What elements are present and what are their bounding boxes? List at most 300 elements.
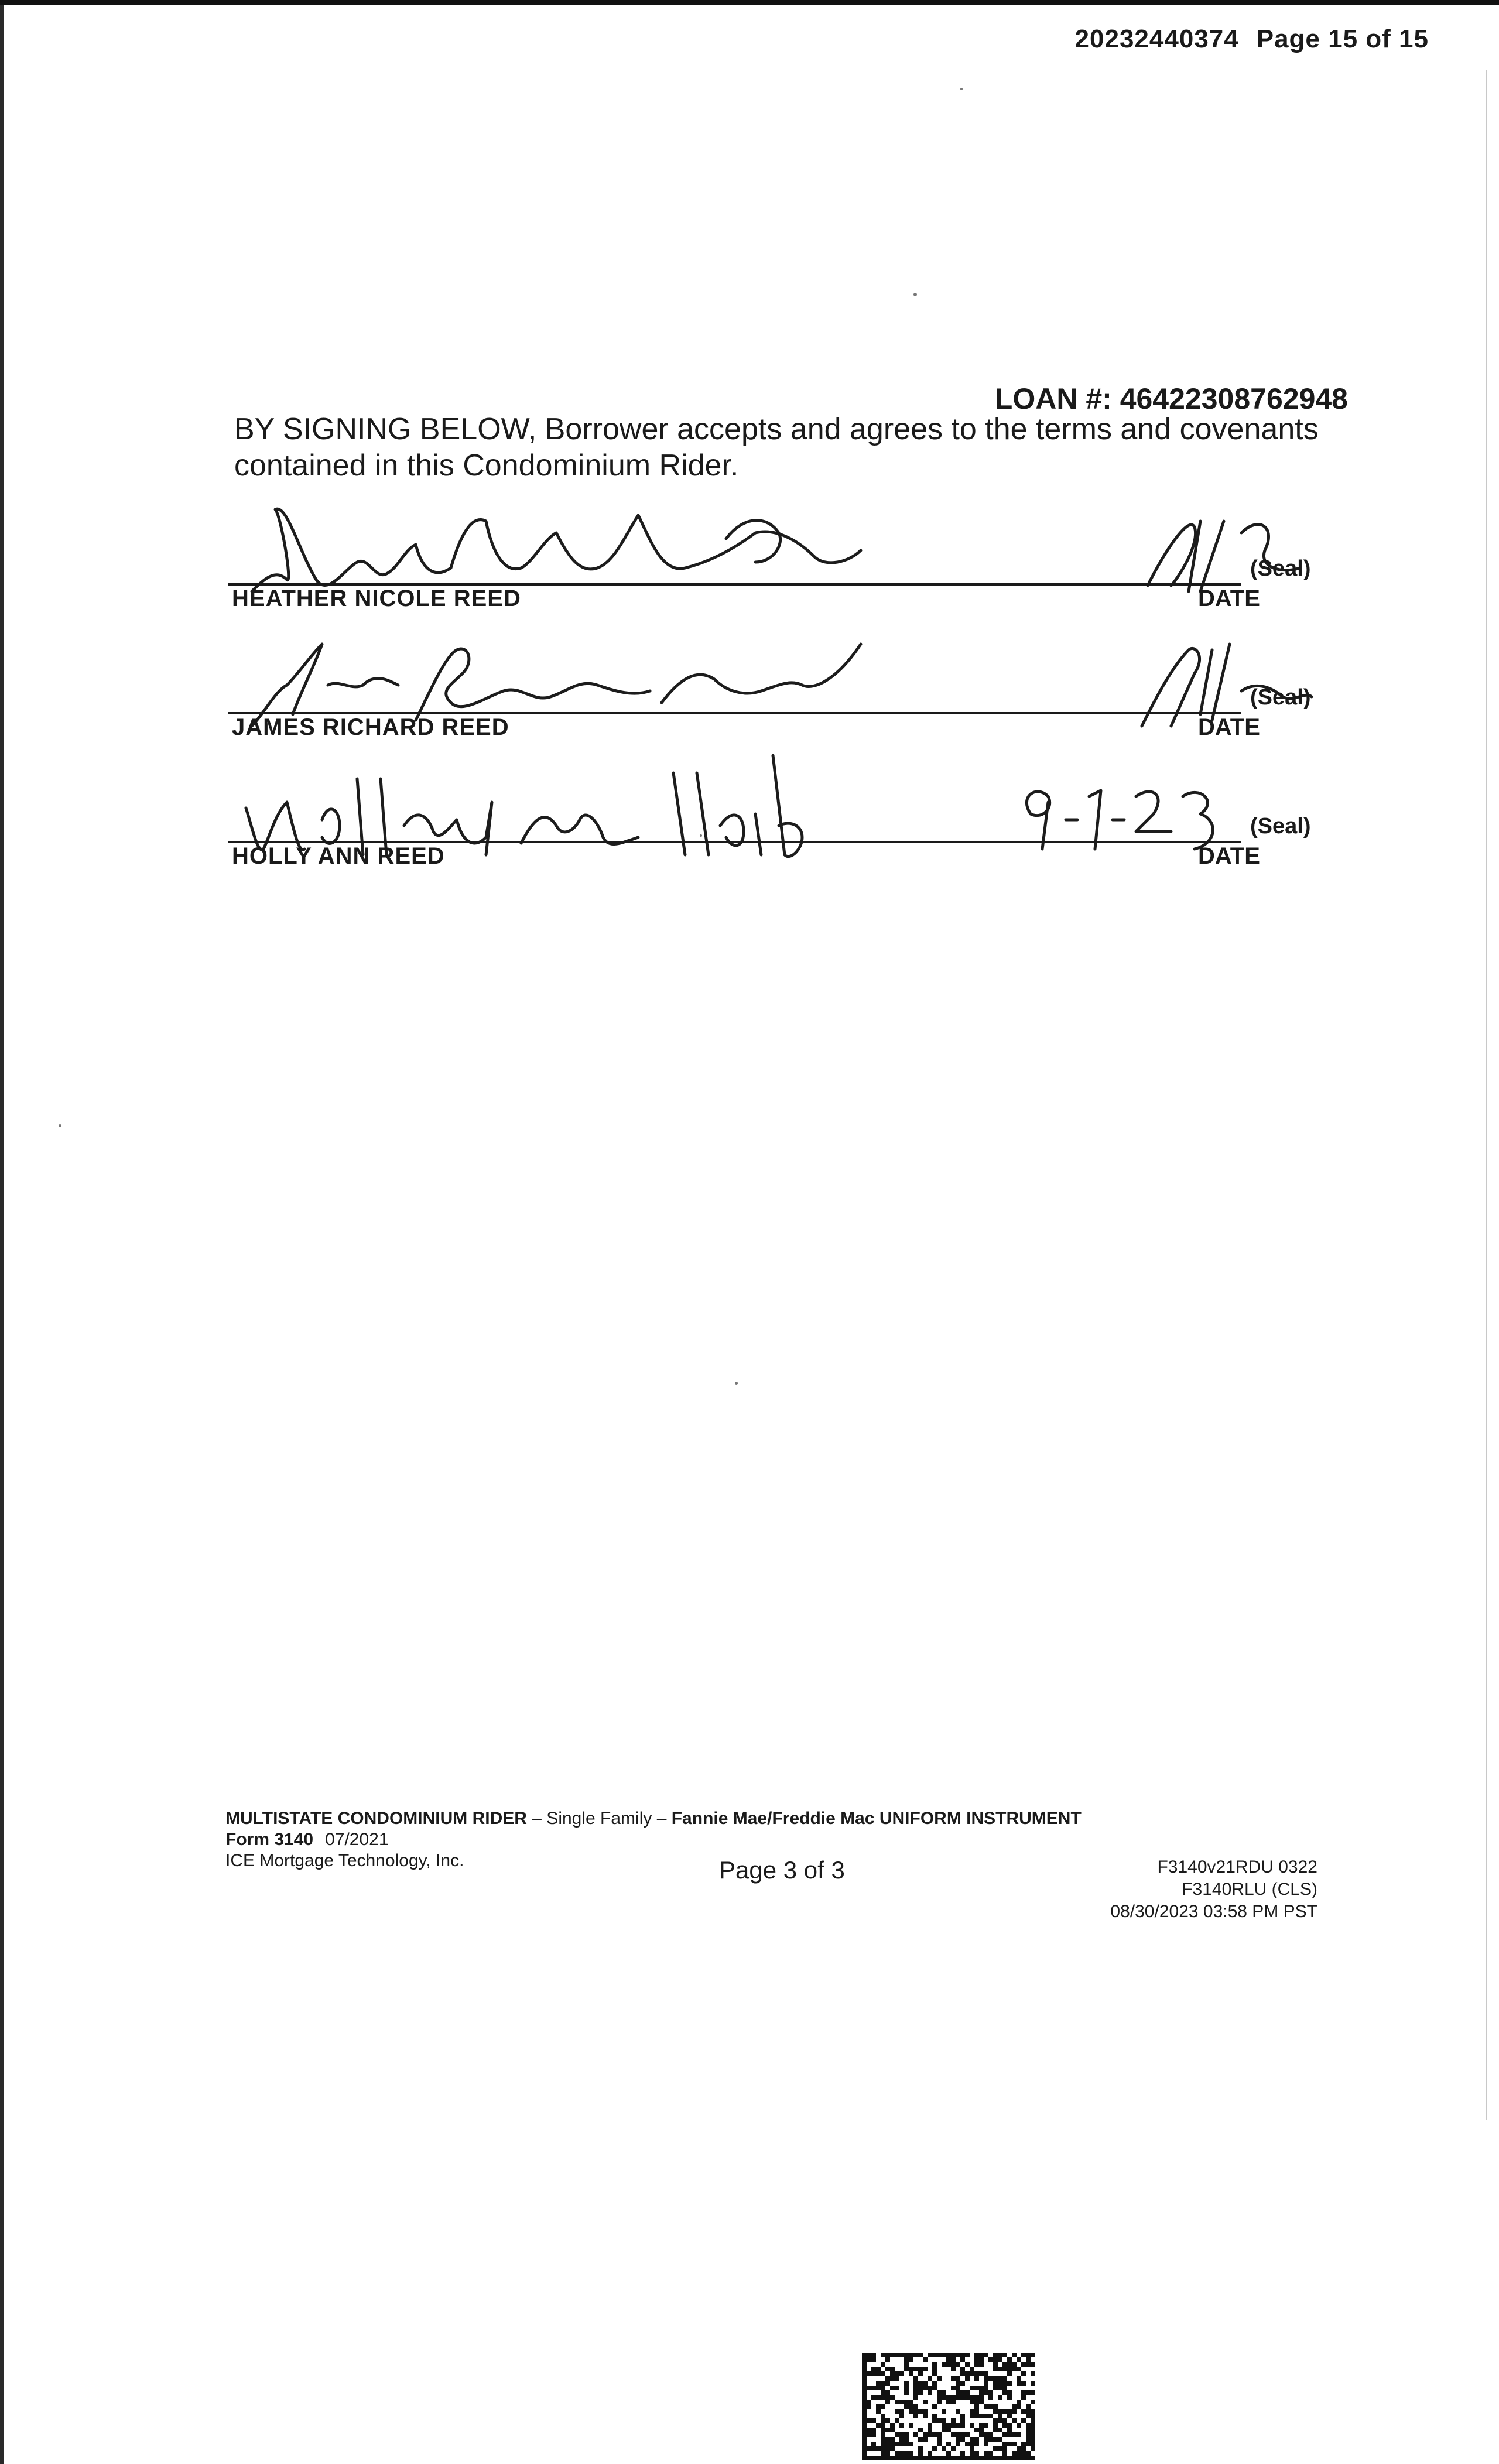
barcode-module — [1026, 2353, 1031, 2357]
barcode-module — [1021, 2371, 1026, 2376]
barcode-module — [1012, 2442, 1017, 2446]
barcode-module — [862, 2428, 867, 2432]
barcode-module — [1002, 2409, 1007, 2414]
barcode-module — [899, 2400, 904, 2404]
barcode-module — [979, 2428, 984, 2432]
barcode-module — [881, 2446, 885, 2451]
barcode-module — [974, 2437, 979, 2442]
barcode-module — [988, 2390, 993, 2395]
barcode-module — [913, 2390, 918, 2395]
barcode-module — [913, 2381, 918, 2386]
barcode-module — [988, 2451, 993, 2456]
barcode-module — [904, 2456, 909, 2460]
barcode-module — [1002, 2432, 1007, 2437]
barcode-module — [895, 2409, 899, 2414]
barcode-module — [993, 2437, 998, 2442]
barcode-module — [1002, 2456, 1007, 2460]
barcode-module — [960, 2432, 965, 2437]
barcode-module — [881, 2432, 885, 2437]
barcode-module — [1012, 2432, 1017, 2437]
barcode-module — [942, 2456, 946, 2460]
scan-speck — [700, 834, 702, 837]
barcode-module — [885, 2456, 890, 2460]
barcode-module — [899, 2437, 904, 2442]
barcode-module — [1007, 2409, 1012, 2414]
footer-page-number: Page 3 of 3 — [719, 1856, 845, 1884]
barcode-module — [928, 2423, 932, 2428]
barcode-module — [932, 2386, 937, 2390]
form-revision-date: 07/2021 — [325, 1830, 389, 1849]
signing-statement: BY SIGNING BELOW, Borrower accepts and agrees to the terms and covenants contained in this Condominium Rider. — [234, 412, 1319, 482]
barcode-module — [970, 2395, 974, 2400]
barcode-module — [885, 2367, 890, 2371]
barcode-module — [998, 2418, 1002, 2423]
barcode-module — [904, 2432, 909, 2437]
barcode-module — [904, 2400, 909, 2404]
barcode-module — [867, 2357, 871, 2362]
barcode-module — [871, 2386, 876, 2390]
barcode-module — [974, 2376, 979, 2381]
barcode-module — [993, 2418, 998, 2423]
barcode-module — [885, 2390, 890, 2395]
barcode-module — [960, 2390, 965, 2395]
barcode-module — [890, 2423, 895, 2428]
barcode-module — [998, 2367, 1002, 2371]
barcode-module — [918, 2451, 923, 2456]
barcode-module — [923, 2437, 928, 2442]
barcode-module — [904, 2404, 909, 2409]
barcode-module — [988, 2437, 993, 2442]
barcode-module — [928, 2451, 932, 2456]
barcode-module — [876, 2386, 881, 2390]
barcode-module — [881, 2353, 885, 2357]
barcode-module — [881, 2428, 885, 2432]
barcode-module — [881, 2395, 885, 2400]
barcode-module — [1021, 2451, 1026, 2456]
signer-name: HOLLY ANN REED — [232, 843, 445, 869]
barcode-module — [974, 2386, 979, 2390]
barcode-module — [951, 2386, 956, 2390]
barcode-module — [979, 2386, 984, 2390]
barcode-module — [1007, 2357, 1012, 2362]
barcode-module — [1017, 2400, 1021, 2404]
barcode-module — [970, 2386, 974, 2390]
barcode-module — [1007, 2381, 1012, 2386]
date-label: DATE — [1198, 714, 1260, 740]
barcode-module — [1026, 2404, 1031, 2409]
scan-edge-right — [1486, 70, 1487, 2120]
barcode-module — [960, 2357, 965, 2362]
barcode-module — [960, 2395, 965, 2400]
barcode-module — [988, 2404, 993, 2409]
barcode-module — [932, 2418, 937, 2423]
barcode-module — [904, 2437, 909, 2442]
barcode-module — [1002, 2376, 1007, 2381]
barcode-module — [1007, 2423, 1012, 2428]
barcode-module — [1031, 2442, 1035, 2446]
barcode-module — [885, 2400, 890, 2404]
barcode-module — [1007, 2371, 1012, 2376]
barcode-module — [862, 2409, 867, 2414]
barcode-module — [942, 2428, 946, 2432]
form-title-mid: – Single Family – — [526, 1809, 672, 1828]
signer-name: HEATHER NICOLE REED — [232, 586, 521, 611]
barcode-module — [1021, 2446, 1026, 2451]
recording-page-header — [1075, 25, 1429, 54]
barcode-module — [890, 2428, 895, 2432]
barcode-module — [862, 2404, 867, 2409]
barcode-module — [1002, 2390, 1007, 2395]
barcode-module — [1007, 2456, 1012, 2460]
barcode-module — [871, 2418, 876, 2423]
barcode-module — [899, 2371, 904, 2376]
barcode-module — [909, 2400, 913, 2404]
barcode-module — [895, 2371, 899, 2376]
barcode-module — [1031, 2423, 1035, 2428]
barcode-module — [895, 2451, 899, 2456]
barcode-module — [928, 2432, 932, 2437]
loan-label: LOAN #: — [994, 382, 1112, 415]
barcode-module — [979, 2357, 984, 2362]
2d-barcode — [862, 2353, 1035, 2464]
barcode-module — [951, 2353, 956, 2357]
barcode-module — [1012, 2456, 1017, 2460]
barcode-module — [1002, 2362, 1007, 2367]
date-label: DATE — [1198, 586, 1260, 611]
barcode-module — [918, 2437, 923, 2442]
barcode-module — [974, 2428, 979, 2432]
barcode-module — [899, 2423, 904, 2428]
barcode-module — [909, 2367, 913, 2371]
barcode-module — [876, 2381, 881, 2386]
barcode-module — [862, 2451, 867, 2456]
scan-edge-left — [0, 0, 4, 2464]
barcode-module — [951, 2432, 956, 2437]
generated-timestamp: 08/30/2023 03:58 PM PST — [1110, 1902, 1317, 1921]
barcode-module — [876, 2371, 881, 2376]
barcode-module — [956, 2362, 960, 2367]
barcode-module — [1017, 2367, 1021, 2371]
barcode-module — [862, 2437, 867, 2442]
barcode-module — [1002, 2381, 1007, 2386]
barcode-module — [937, 2376, 942, 2381]
barcode-module — [890, 2371, 895, 2376]
scan-speck — [735, 1382, 738, 1385]
barcode-module — [904, 2362, 909, 2367]
barcode-module — [913, 2395, 918, 2400]
barcode-module — [965, 2390, 970, 2395]
barcode-module — [942, 2423, 946, 2428]
barcode-module — [899, 2414, 904, 2418]
barcode-module — [885, 2442, 890, 2446]
barcode-module — [988, 2432, 993, 2437]
barcode-module — [1031, 2432, 1035, 2437]
barcode-module — [970, 2409, 974, 2414]
barcode-module — [1021, 2353, 1026, 2357]
barcode-module — [993, 2456, 998, 2460]
barcode-module — [909, 2442, 913, 2446]
barcode-module — [928, 2390, 932, 2395]
barcode-module — [881, 2386, 885, 2390]
barcode-module — [932, 2381, 937, 2386]
barcode-module — [913, 2404, 918, 2409]
barcode-module — [942, 2353, 946, 2357]
barcode-module — [993, 2423, 998, 2428]
barcode-module — [951, 2446, 956, 2451]
barcode-module — [951, 2456, 956, 2460]
barcode-module — [951, 2376, 956, 2381]
barcode-module — [984, 2423, 988, 2428]
barcode-module — [899, 2409, 904, 2414]
barcode-module — [937, 2353, 942, 2357]
barcode-module — [909, 2456, 913, 2460]
barcode-module — [993, 2409, 998, 2414]
barcode-module — [918, 2409, 923, 2414]
barcode-module — [979, 2395, 984, 2400]
barcode-module — [970, 2423, 974, 2428]
barcode-module — [988, 2414, 993, 2418]
barcode-module — [913, 2386, 918, 2390]
barcode-module — [970, 2437, 974, 2442]
barcode-module — [942, 2409, 946, 2414]
barcode-module — [974, 2442, 979, 2446]
barcode-module — [937, 2437, 942, 2442]
barcode-module — [862, 2395, 867, 2400]
barcode-module — [890, 2376, 895, 2381]
barcode-module — [923, 2386, 928, 2390]
barcode-module — [881, 2390, 885, 2395]
barcode-module — [1031, 2371, 1035, 2376]
barcode-module — [956, 2437, 960, 2442]
form-title — [225, 1808, 1338, 1829]
barcode-module — [1017, 2432, 1021, 2437]
barcode-module — [918, 2353, 923, 2357]
barcode-module — [909, 2357, 913, 2362]
barcode-module — [1026, 2362, 1031, 2367]
barcode-module — [871, 2456, 876, 2460]
barcode-module — [932, 2432, 937, 2437]
form-title-main: MULTISTATE CONDOMINIUM RIDER — [225, 1809, 527, 1828]
barcode-module — [881, 2437, 885, 2442]
barcode-module — [899, 2442, 904, 2446]
barcode-module — [871, 2428, 876, 2432]
barcode-module — [890, 2442, 895, 2446]
barcode-module — [895, 2400, 899, 2404]
barcode-module — [984, 2437, 988, 2442]
barcode-module — [913, 2432, 918, 2437]
barcode-module — [1031, 2418, 1035, 2423]
barcode-module — [960, 2371, 965, 2376]
barcode-module — [895, 2432, 899, 2437]
barcode-module — [904, 2367, 909, 2371]
barcode-module — [923, 2414, 928, 2418]
barcode-module — [913, 2367, 918, 2371]
page-of-total: Page 15 of 15 — [1256, 25, 1429, 53]
barcode-module — [970, 2451, 974, 2456]
barcode-module — [909, 2404, 913, 2409]
barcode-module — [881, 2418, 885, 2423]
barcode-module — [862, 2442, 867, 2446]
barcode-module — [885, 2437, 890, 2442]
barcode-module — [918, 2390, 923, 2395]
barcode-module — [885, 2353, 890, 2357]
barcode-module — [918, 2386, 923, 2390]
barcode-module — [960, 2353, 965, 2357]
barcode-module — [885, 2381, 890, 2386]
barcode-module — [965, 2371, 970, 2376]
barcode-module — [1031, 2409, 1035, 2414]
barcode-module — [909, 2423, 913, 2428]
barcode-module — [937, 2418, 942, 2423]
barcode-module — [862, 2414, 867, 2418]
barcode-module — [988, 2376, 993, 2381]
barcode-module — [1026, 2442, 1031, 2446]
barcode-module — [932, 2414, 937, 2418]
barcode-module — [1002, 2446, 1007, 2451]
barcode-module — [862, 2357, 867, 2362]
barcode-module — [899, 2451, 904, 2456]
barcode-module — [871, 2371, 876, 2376]
barcode-module — [965, 2362, 970, 2367]
barcode-module — [979, 2390, 984, 2395]
barcode-module — [1021, 2409, 1026, 2414]
seal-label: (Seal) — [1250, 814, 1311, 839]
barcode-module — [1012, 2418, 1017, 2423]
barcode-module — [881, 2442, 885, 2446]
barcode-module — [881, 2362, 885, 2367]
barcode-module — [998, 2437, 1002, 2442]
barcode-module — [1031, 2428, 1035, 2432]
barcode-module — [867, 2446, 871, 2451]
barcode-module — [923, 2357, 928, 2362]
barcode-module — [1017, 2404, 1021, 2409]
barcode-module — [1007, 2428, 1012, 2432]
barcode-module — [946, 2456, 951, 2460]
barcode-module — [965, 2353, 970, 2357]
barcode-module — [1007, 2367, 1012, 2371]
barcode-module — [890, 2353, 895, 2357]
barcode-module — [862, 2418, 867, 2423]
barcode-module — [871, 2432, 876, 2437]
barcode-module — [974, 2414, 979, 2418]
barcode-module — [909, 2409, 913, 2414]
barcode-module — [899, 2353, 904, 2357]
barcode-module — [871, 2353, 876, 2357]
barcode-module — [951, 2418, 956, 2423]
barcode-module — [913, 2409, 918, 2414]
barcode-module — [904, 2451, 909, 2456]
barcode-module — [913, 2414, 918, 2418]
barcode-module — [1017, 2451, 1021, 2456]
barcode-module — [871, 2442, 876, 2446]
barcode-module — [979, 2362, 984, 2367]
barcode-module — [979, 2371, 984, 2376]
barcode-module — [956, 2390, 960, 2395]
barcode-module — [932, 2371, 937, 2376]
barcode-module — [867, 2456, 871, 2460]
barcode-module — [862, 2367, 867, 2371]
barcode-module — [946, 2428, 951, 2432]
signature-block-james — [228, 609, 1329, 738]
barcode-module — [909, 2371, 913, 2376]
document-number: 20232440374 — [1074, 25, 1239, 53]
form-number-line — [225, 1829, 1338, 1850]
barcode-module — [970, 2371, 974, 2376]
barcode-module — [984, 2432, 988, 2437]
barcode-module — [956, 2386, 960, 2390]
barcode-module — [1031, 2353, 1035, 2357]
barcode-module — [998, 2376, 1002, 2381]
barcode-module — [862, 2386, 867, 2390]
barcode-module — [862, 2432, 867, 2437]
barcode-module — [965, 2442, 970, 2446]
barcode-module — [885, 2376, 890, 2381]
barcode-module — [867, 2418, 871, 2423]
barcode-module — [942, 2395, 946, 2400]
barcode-module — [862, 2400, 867, 2404]
date-label: DATE — [1198, 843, 1260, 869]
barcode-module — [974, 2362, 979, 2367]
barcode-module — [881, 2404, 885, 2409]
barcode-module — [993, 2357, 998, 2362]
barcode-module — [867, 2428, 871, 2432]
barcode-module — [998, 2414, 1002, 2418]
barcode-module — [946, 2451, 951, 2456]
barcode-module — [890, 2367, 895, 2371]
barcode-module — [1021, 2456, 1026, 2460]
barcode-module — [923, 2432, 928, 2437]
barcode-module — [984, 2404, 988, 2409]
barcode-module — [881, 2414, 885, 2418]
barcode-module — [993, 2353, 998, 2357]
barcode-module — [1002, 2418, 1007, 2423]
barcode-module — [984, 2390, 988, 2395]
barcode-module — [960, 2451, 965, 2456]
barcode-module — [951, 2367, 956, 2371]
barcode-module — [1021, 2442, 1026, 2446]
seal-label: (Seal) — [1250, 556, 1311, 581]
barcode-module — [984, 2386, 988, 2390]
barcode-module — [928, 2428, 932, 2432]
barcode-module — [946, 2442, 951, 2446]
barcode-module — [998, 2386, 1002, 2390]
barcode-module — [984, 2353, 988, 2357]
barcode-module — [1021, 2395, 1026, 2400]
barcode-module — [984, 2451, 988, 2456]
barcode-module — [867, 2386, 871, 2390]
barcode-module — [998, 2353, 1002, 2357]
barcode-module — [970, 2442, 974, 2446]
barcode-module — [890, 2456, 895, 2460]
barcode-module — [960, 2414, 965, 2418]
barcode-module — [956, 2381, 960, 2386]
barcode-module — [937, 2456, 942, 2460]
barcode-module — [932, 2404, 937, 2409]
barcode-module — [1026, 2357, 1031, 2362]
scan-speck — [960, 88, 963, 90]
barcode-module — [885, 2428, 890, 2432]
barcode-module — [895, 2376, 899, 2381]
barcode-module — [1021, 2390, 1026, 2395]
barcode-module — [895, 2442, 899, 2446]
barcode-module — [1012, 2451, 1017, 2456]
barcode-module — [904, 2442, 909, 2446]
barcode-module — [946, 2357, 951, 2362]
barcode-module — [871, 2367, 876, 2371]
barcode-module — [885, 2451, 890, 2456]
barcode-module — [862, 2423, 867, 2428]
barcode-module — [1026, 2390, 1031, 2395]
